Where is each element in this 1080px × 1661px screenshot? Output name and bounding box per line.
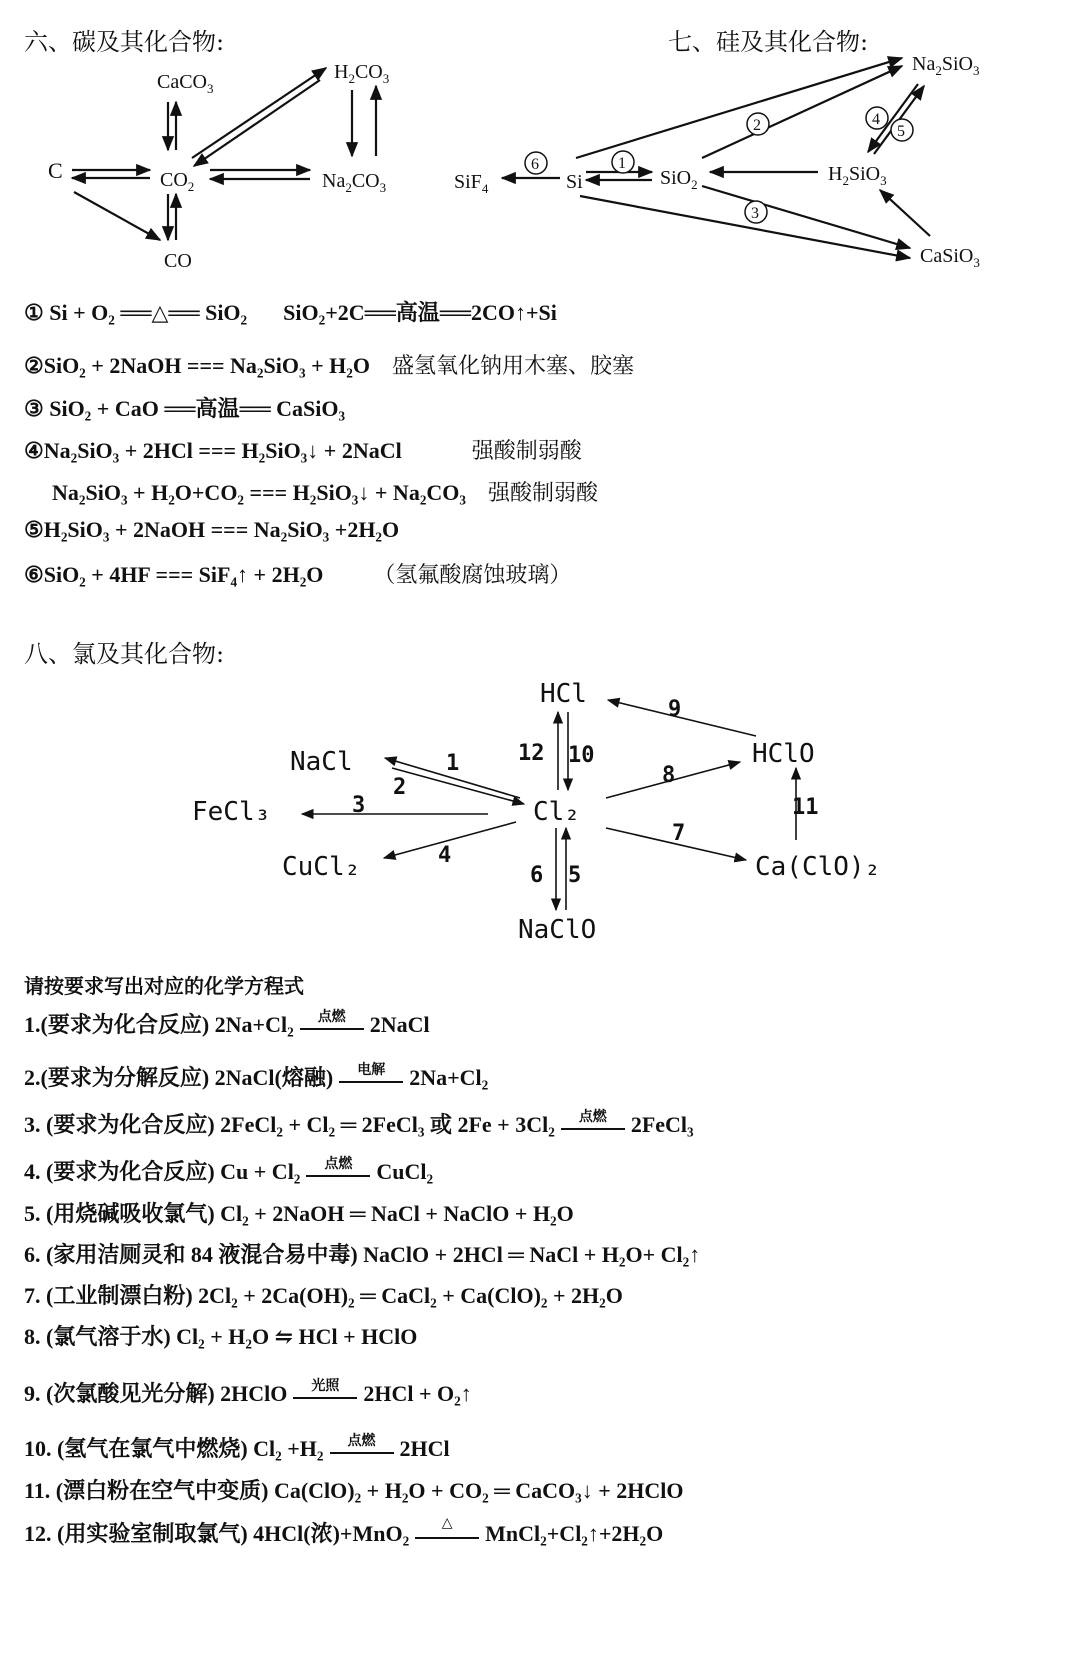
reaction-3: 3. (要求为化合反应) 2FeCl₂ + Cl₂ ═ 2FeCl₃ 或 2Fe + 3Cl₂ 点燃 2FeCl₃ <box>24 1108 694 1137</box>
reaction-4: 4. (要求为化合反应) Cu + Cl₂ 点燃 CuCl₂ <box>24 1155 434 1184</box>
circle-4: 4 <box>872 111 880 128</box>
label-2: 2 <box>393 775 407 800</box>
node-sif4: SiF$_4$ <box>454 171 489 196</box>
label-1: 1 <box>446 751 460 776</box>
arrow-si-na2sio3 <box>576 58 902 158</box>
reaction-5: 5. (用烧碱吸收氯气) Cl₂ + 2NaOH ═ NaCl + NaClO + H₂O <box>24 1201 574 1226</box>
node-naclo: NaClO <box>518 915 597 945</box>
node-h2co3: $H_2CO_3$ <box>334 61 390 86</box>
label-5: 5 <box>568 863 582 888</box>
node-cucl2: CuCl₂ <box>282 852 361 882</box>
circle-3: 3 <box>751 205 759 222</box>
silicon-heading: 七、硅及其化合物: <box>668 28 869 56</box>
label-12: 12 <box>518 741 545 766</box>
node-h2sio3: $H_2SiO_3$ <box>828 163 887 188</box>
node-na2co3: $Na_2CO_3$ <box>322 170 387 195</box>
node-na2sio3: $Na_2SiO_3$ <box>912 53 980 78</box>
reaction-8: 8. (氯气溶于水) Cl₂ + H₂O ⇋ HCl + HClO <box>24 1324 418 1349</box>
reaction-12: 12. (用实验室制取氯气) 4HCl(浓)+MnO₂ △ MnCl₂+Cl₂↑+2H₂O <box>24 1514 664 1546</box>
reaction-11: 11. (漂白粉在空气中变质) Ca(ClO)₂ + H₂O + CO₂ ═ CaCO₃↓ + 2HClO <box>24 1478 684 1503</box>
si-eq-4b: Na₂SiO₃ + H₂O+CO₂ === H₂SiO₃↓ + Na₂CO₃ 强酸制弱酸 <box>52 480 599 506</box>
si-eq-5: ⑤H₂SiO₃ + 2NaOH === Na₂SiO₃ +2H₂O <box>24 517 400 542</box>
node-sio2: SiO$_2$ <box>660 167 698 192</box>
reaction-7: 7. (工业制漂白粉) 2Cl₂ + 2Ca(OH)₂ ═ CaCl₂ + Ca(ClO)₂ + 2H₂O <box>24 1283 623 1308</box>
arrow-si-casio3 <box>580 196 910 258</box>
label-6: 6 <box>530 863 544 888</box>
arrow-casio3-h2sio3 <box>880 190 930 236</box>
reaction-1: 1.(要求为化合反应) 2Na+Cl₂ 点燃 2NaCl <box>24 1008 430 1037</box>
circle-1: 1 <box>618 155 626 172</box>
reaction-2: 2.(要求为分解反应) 2NaCl(熔融) 电解 2Na+Cl₂ <box>24 1061 489 1090</box>
node-c: C <box>48 158 63 183</box>
label-9: 9 <box>668 697 682 722</box>
circle-6: 6 <box>531 156 539 173</box>
node-co2: $CO_2$ <box>160 169 195 194</box>
node-co: CO <box>164 250 192 272</box>
node-nacl: NaCl <box>290 747 353 777</box>
chlorine-heading: 八、氯及其化合物: <box>24 640 225 668</box>
node-cl2: Cl₂ <box>533 797 580 827</box>
node-hclo: HClO <box>752 739 815 769</box>
arrow-c-co <box>74 192 160 240</box>
node-caco3: CaCO$_3$ <box>157 71 214 96</box>
label-7: 7 <box>672 821 686 846</box>
reactions-title: 请按要求写出对应的化学方程式 <box>24 974 304 998</box>
silicon-diagram <box>440 40 1060 280</box>
label-3: 3 <box>352 793 366 818</box>
label-10: 10 <box>568 743 595 768</box>
carbon-diagram <box>0 50 460 290</box>
si-eq-6: ⑥SiO₂ + 4HF === SiF₄↑ + 2H₂O （氢氟酸腐蚀玻璃） <box>24 562 572 588</box>
si-eq-4: ④Na₂SiO₃ + 2HCl === H₂SiO₃↓ + 2NaCl 强酸制弱酸 <box>24 438 582 464</box>
si-eq-1: ① Si + O₂ ══△══ SiO₂ SiO₂+2C══高温══2CO↑+Si <box>24 300 557 325</box>
node-caclo2: Ca(ClO)₂ <box>755 852 881 882</box>
label-4: 4 <box>438 843 452 868</box>
reaction-10: 10. (氢气在氯气中燃烧) Cl₂ +H₂ 点燃 2HCl <box>24 1432 450 1461</box>
carbon-heading: 六、碳及其化合物: <box>24 28 225 56</box>
circle-2: 2 <box>753 117 761 134</box>
node-casio3: CaSiO$_3$ <box>920 245 980 270</box>
chlorine-diagram <box>0 670 1080 960</box>
si-eq-3: ③ SiO₂ + CaO ══高温══ CaSiO₃ <box>24 396 346 421</box>
node-si: Si <box>566 171 583 193</box>
node-fecl3: FeCl₃ <box>192 797 271 827</box>
reaction-6: 6. (家用洁厕灵和 84 液混合易中毒) NaClO + 2HCl ═ NaCl + H₂O+ Cl₂↑ <box>24 1242 701 1267</box>
reaction-9: 9. (次氯酸见光分解) 2HClO 光照 2HCl + O₂↑ <box>24 1377 472 1406</box>
circle-5: 5 <box>897 123 905 140</box>
si-eq-2: ②SiO₂ + 2NaOH === Na₂SiO₃ + H₂O 盛氢氧化钠用木塞、胶塞 <box>24 353 634 379</box>
label-11: 11 <box>792 795 819 820</box>
label-8: 8 <box>662 763 676 788</box>
arrow-hclo-hcl <box>608 700 756 736</box>
node-hcl: HCl <box>540 679 587 709</box>
